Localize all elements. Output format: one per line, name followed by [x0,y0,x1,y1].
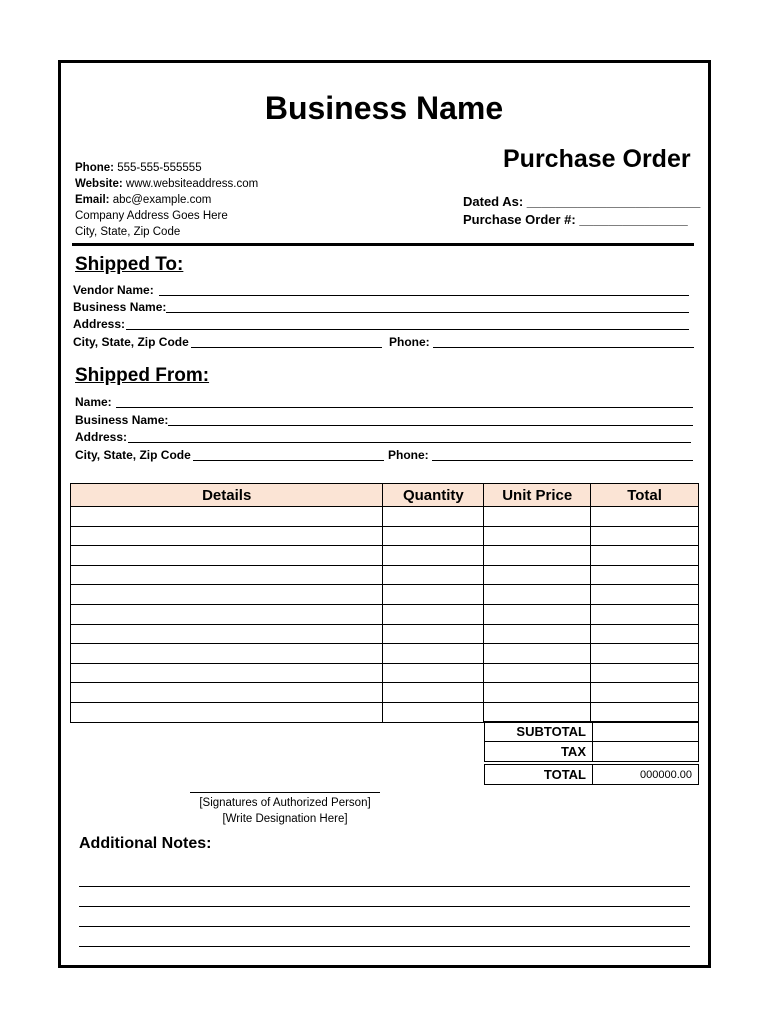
table-row [71,585,699,605]
table-row [71,663,699,683]
details-cell[interactable] [71,624,383,644]
details-cell[interactable] [71,663,383,683]
company-address: Company Address Goes Here [75,210,228,222]
total-cell[interactable] [591,604,699,624]
email-label: Email: [75,194,110,206]
details-cell[interactable] [71,585,383,605]
quantity-cell[interactable] [383,585,484,605]
to-business-name-label: Business Name: [73,300,167,314]
signature-caption: [Signatures of Authorized Person] [199,797,371,809]
unit-price-cell[interactable] [484,663,591,683]
totals-table [484,721,699,785]
details-cell[interactable] [71,604,383,624]
total-cell[interactable] [591,585,699,605]
quantity-cell[interactable] [383,644,484,664]
to-city-line [191,347,382,348]
from-address-label: Address: [75,430,128,444]
notes-line[interactable] [79,926,690,927]
total-cell[interactable] [591,624,699,644]
unit-price-cell[interactable] [484,585,591,605]
unit-price-cell[interactable] [484,624,591,644]
total-cell[interactable] [591,507,699,527]
unit-price-cell[interactable] [484,644,591,664]
total-value: 000000.00 [593,763,699,785]
total-cell[interactable] [591,565,699,585]
dated-as-field: Dated As: ________________________ [463,194,701,209]
subtotal-label: SUBTOTAL [485,722,593,742]
table-header-row [71,484,699,507]
from-phone-label: Phone: [388,448,429,462]
details-cell[interactable] [71,644,383,664]
header-divider [72,243,694,246]
vendor-name-label: Vendor Name: [73,283,154,297]
total-cell[interactable] [591,546,699,566]
from-business-name-label: Business Name: [75,413,169,427]
table-row [71,565,699,585]
quantity-cell[interactable] [383,702,484,722]
table-row [71,526,699,546]
table-row [71,546,699,566]
details-cell[interactable] [71,702,383,722]
to-city-label: City, State, Zip Code [73,335,189,349]
from-address-line [128,442,691,443]
signature-line [190,792,380,793]
quantity-cell[interactable] [383,663,484,683]
unit-price-cell[interactable] [484,604,591,624]
notes-line[interactable] [79,906,690,907]
tax-row [485,742,699,764]
email-line [75,192,211,208]
table-row [71,683,699,703]
shipped-from-heading: Shipped From: [75,365,210,386]
notes-heading: Additional Notes: [79,835,212,852]
table-row [71,604,699,624]
subtotal-row [485,722,699,742]
notes-line[interactable] [79,946,690,947]
website-value: www.websiteaddress.com [125,178,259,190]
shipped-to-heading: Shipped To: [75,254,184,275]
email-value: abc@example.com [112,194,212,206]
vendor-name-line [159,295,689,296]
notes-line[interactable] [79,886,690,887]
total-row [485,763,699,785]
from-city-line [193,460,384,461]
website-line [75,176,258,192]
quantity-cell[interactable] [383,604,484,624]
to-phone-label: Phone: [389,335,430,349]
table-row [71,702,699,722]
unit-price-cell[interactable] [484,683,591,703]
unit-price-cell[interactable] [484,565,591,585]
from-city-label: City, State, Zip Code [75,448,191,462]
designation-caption: [Write Designation Here] [222,813,348,825]
table-row [71,644,699,664]
from-name-line [116,407,693,408]
unit-price-cell[interactable] [484,702,591,722]
details-cell[interactable] [71,565,383,585]
to-phone-line [433,347,694,348]
tax-label: TAX [485,742,593,764]
subtotal-value[interactable] [593,722,699,742]
website-label: Website: [75,178,123,190]
details-cell[interactable] [71,507,383,527]
quantity-cell[interactable] [383,565,484,585]
total-cell[interactable] [591,526,699,546]
from-phone-line [432,460,693,461]
quantity-cell[interactable] [383,526,484,546]
phone-label: Phone: [75,162,114,174]
total-cell[interactable] [591,683,699,703]
details-cell[interactable] [71,683,383,703]
table-row [71,624,699,644]
from-name-label: Name: [75,395,112,409]
tax-value[interactable] [593,742,699,764]
document-title: Purchase Order [503,145,691,173]
phone-line [75,160,202,176]
unit-price-header: Unit Price [484,484,591,507]
unit-price-cell[interactable] [484,507,591,527]
company-city: City, State, Zip Code [75,226,181,238]
quantity-header: Quantity [383,484,484,507]
quantity-cell[interactable] [383,683,484,703]
total-label: TOTAL [485,763,593,785]
business-name: Business Name [264,90,504,126]
details-cell[interactable] [71,546,383,566]
from-business-name-line [168,425,693,426]
details-header: Details [71,484,383,507]
total-header: Total [591,484,699,507]
details-cell[interactable] [71,526,383,546]
phone-value: 555-555-555555 [117,162,202,174]
unit-price-cell[interactable] [484,526,591,546]
total-cell[interactable] [591,702,699,722]
po-number-field: Purchase Order #: _______________ [463,212,688,227]
quantity-cell[interactable] [383,624,484,644]
table-row [71,507,699,527]
to-address-line [126,329,689,330]
quantity-cell[interactable] [383,546,484,566]
unit-price-cell[interactable] [484,546,591,566]
total-cell[interactable] [591,663,699,683]
total-cell[interactable] [591,644,699,664]
items-table [70,483,699,723]
to-address-label: Address: [73,317,126,331]
quantity-cell[interactable] [383,507,484,527]
to-business-name-line [166,312,689,313]
